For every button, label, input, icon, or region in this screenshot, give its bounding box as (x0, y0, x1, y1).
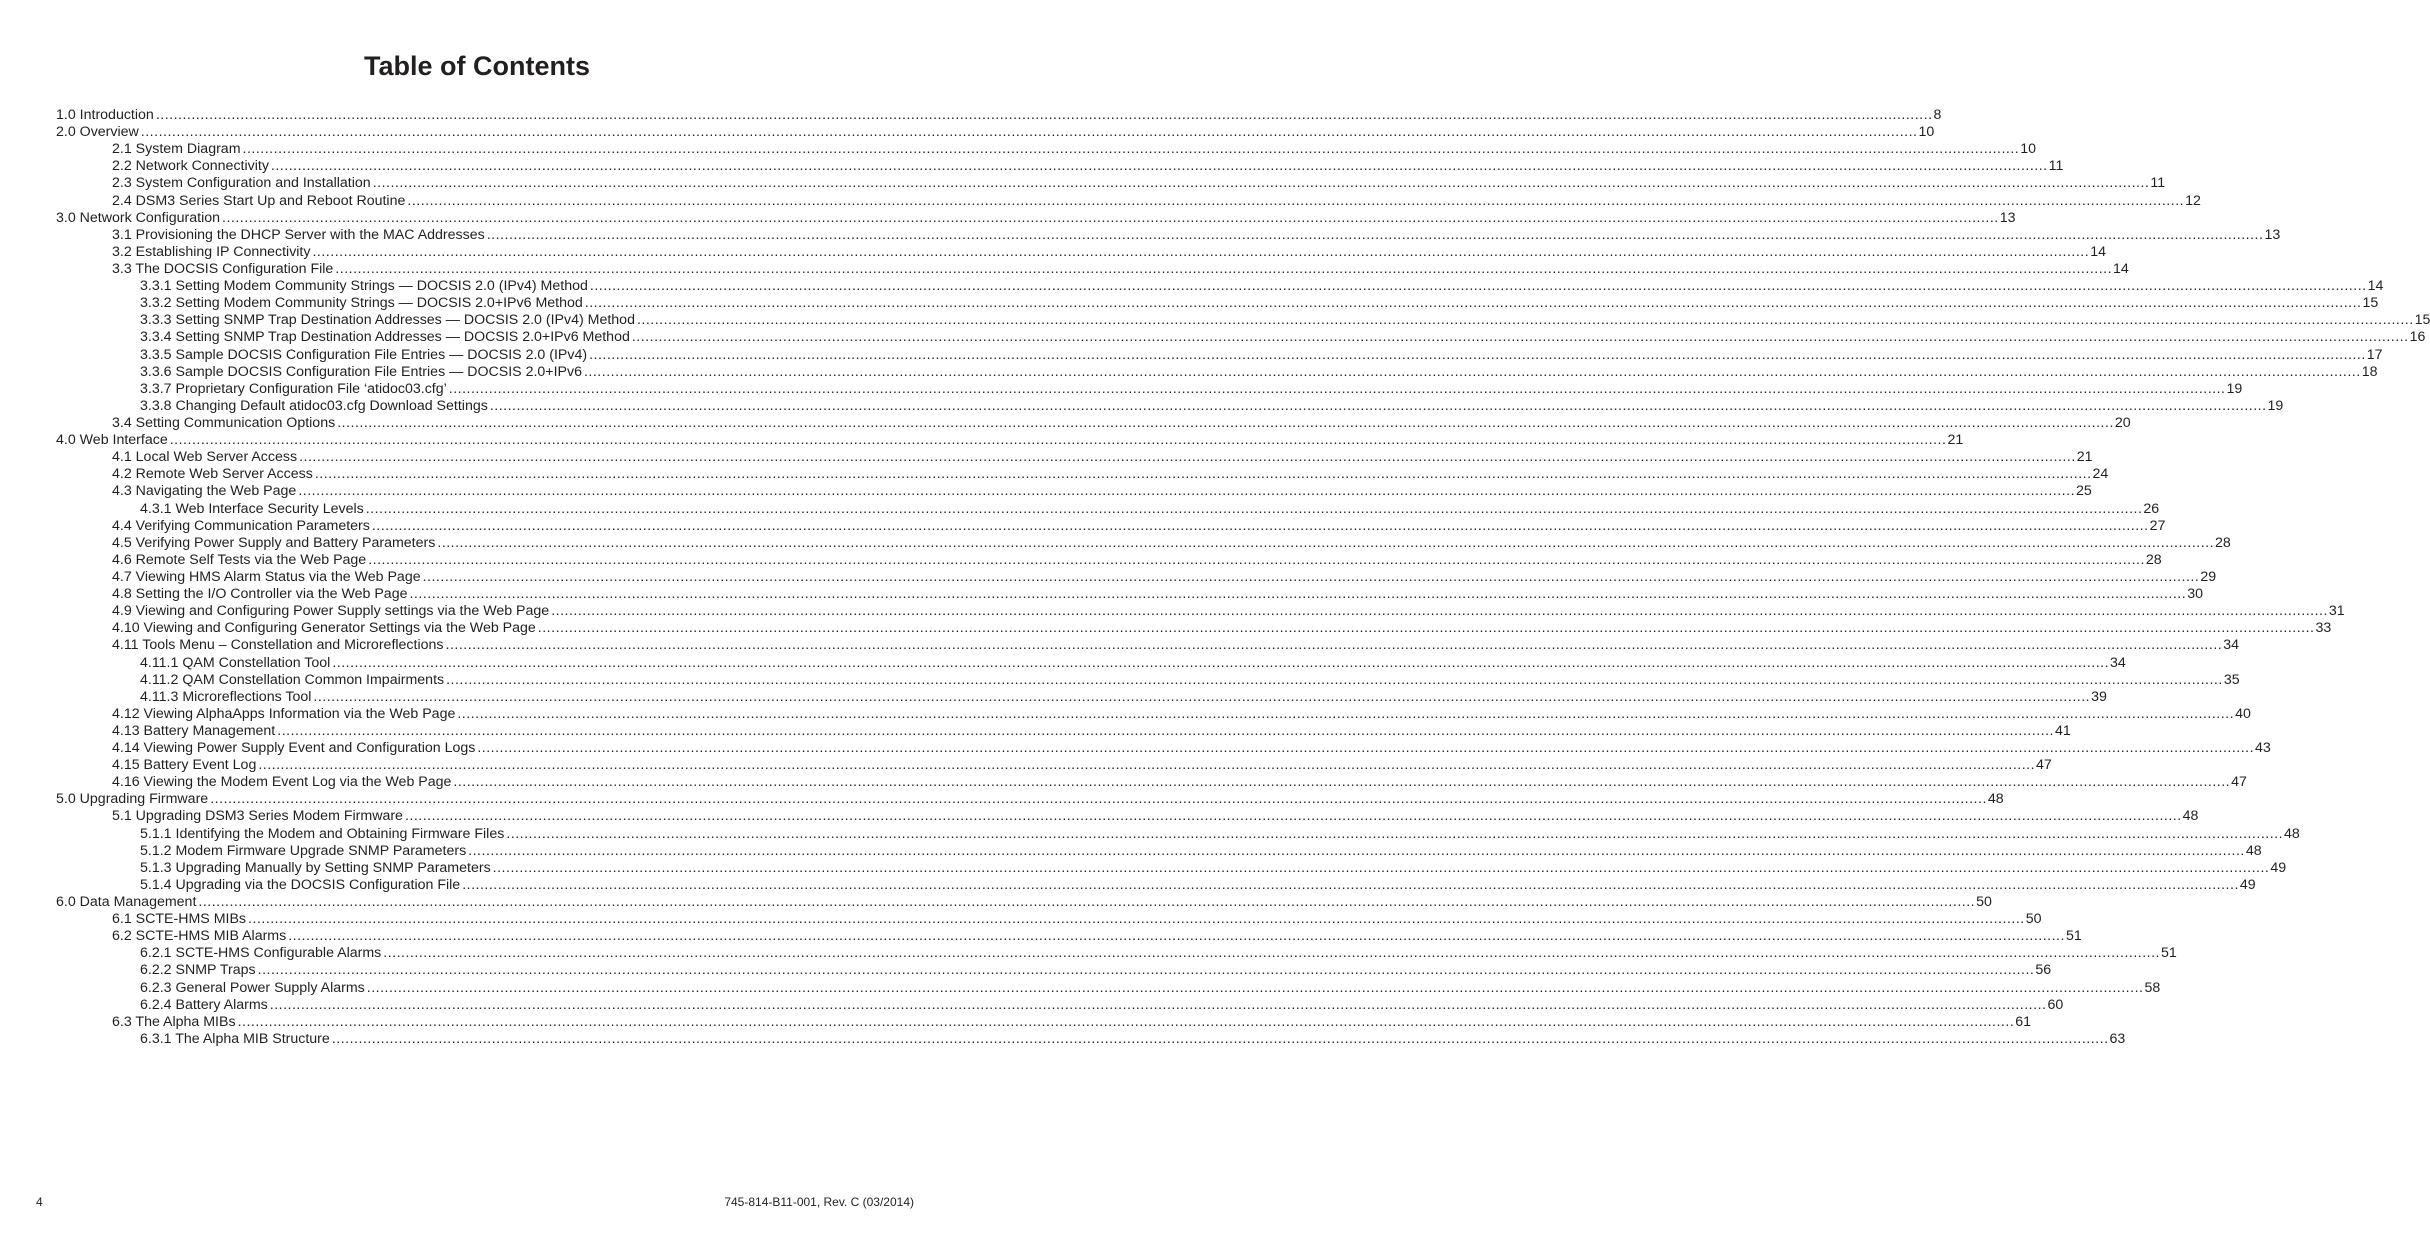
toc-entry-label: 6.2.3 General Power Supply Alarms (140, 979, 365, 996)
toc-entry[interactable] (56, 483, 2092, 500)
toc-dot-leader: ................................................................................................................................................................................................................................................................................................................................................................................................................ (506, 825, 2284, 842)
toc-entry-page: 20 (2114, 414, 2131, 431)
toc-entry[interactable] (56, 141, 2037, 158)
toc-entry[interactable] (56, 911, 2042, 928)
toc-entry-page: 14 (2113, 260, 2129, 277)
toc-entry-page: 13 (1999, 209, 2016, 226)
toc-dot-leader: ................................................................................................................................................................................................................................................................................................................................................................................................................ (288, 928, 2065, 945)
toc-entry-page: 56 (2035, 962, 2052, 979)
toc-entry-label: 3.1 Provisioning the DHCP Server with the MAC Addresses (112, 226, 485, 243)
toc-dot-leader: ................................................................................................................................................................................................................................................................................................................................................................................................................ (169, 432, 1947, 449)
toc-dot-leader: ................................................................................................................................................................................................................................................................................................................................................................................................................ (584, 295, 2362, 312)
toc-entry-page: 51 (2065, 928, 2082, 945)
toc-entry[interactable] (56, 158, 2064, 175)
toc-dot-leader: ................................................................................................................................................................................................................................................................................................................................................................................................................ (462, 876, 2239, 893)
toc-entry[interactable] (56, 432, 1964, 449)
toc-entry[interactable] (56, 705, 2251, 723)
toc-entry-page: 11 (2150, 175, 2166, 192)
toc-entry[interactable] (56, 671, 2240, 689)
toc-entry[interactable] (56, 894, 1992, 911)
toc-entry-label: 6.2.4 Battery Alarms (140, 996, 268, 1013)
toc-entry[interactable] (56, 380, 2243, 398)
toc-entry[interactable] (56, 192, 2201, 210)
toc-entry[interactable] (56, 996, 2064, 1014)
toc-entry-page: 10 (2020, 141, 2037, 158)
toc-entry[interactable] (56, 175, 2166, 192)
toc-dot-leader: ................................................................................................................................................................................................................................................................................................................................................................................................................ (257, 962, 2035, 979)
toc-entry-label: 4.2 Remote Web Server Access (112, 466, 313, 483)
toc-entry[interactable] (56, 757, 2052, 774)
toc-entry-page: 34 (2110, 654, 2126, 671)
toc-entry-page: 30 (2187, 586, 2203, 603)
toc-entry[interactable] (56, 449, 2093, 466)
toc-dot-leader: ................................................................................................................................................................................................................................................................................................................................................................................................................ (298, 483, 2076, 500)
toc-entry-label: 4.12 Viewing AlphaApps Information via the Web Page (112, 705, 456, 722)
toc-entry-page: 51 (2160, 945, 2177, 962)
toc-entry-label: 3.3.2 Setting Modem Community Strings — DOCSIS 2.0+IPv6 Method (140, 295, 583, 312)
toc-entry-page: 48 (2284, 825, 2300, 842)
toc-dot-leader: ................................................................................................................................................................................................................................................................................................................................................................................................................ (453, 774, 2231, 791)
toc-entry-label: 4.11.1 QAM Constellation Tool (140, 654, 331, 671)
toc-dot-leader: ................................................................................................................................................................................................................................................................................................................................................................................................................ (248, 911, 2025, 928)
toc-entry-label: 6.1 SCTE-HMS MIBs (112, 911, 247, 928)
toc-entry-label: 2.3 System Configuration and Installation (112, 175, 371, 192)
toc-dot-leader: ................................................................................................................................................................................................................................................................................................................................................................................................................ (437, 534, 2215, 551)
toc-entry-label: 3.3.3 Setting SNMP Trap Destination Addresses — DOCSIS 2.0 (IPv4) Method (140, 312, 635, 329)
toc-entry[interactable] (56, 500, 2160, 518)
toc-entry-label: 4.14 Viewing Power Supply Event and Configuration Logs (112, 740, 476, 757)
toc-entry-page: 14 (2090, 243, 2106, 260)
toc-entry[interactable] (56, 363, 2378, 381)
toc-entry-label: 5.1 Upgrading DSM3 Series Modem Firmware (112, 808, 403, 825)
toc-dot-leader: ................................................................................................................................................................................................................................................................................................................................................................................................................ (337, 414, 2114, 431)
toc-entry-page: 29 (2200, 568, 2217, 585)
toc-dot-leader: ................................................................................................................................................................................................................................................................................................................................................................................................................ (589, 278, 2367, 295)
toc-entry[interactable] (56, 1030, 2126, 1048)
toc-entry[interactable] (56, 603, 2345, 620)
toc-entry[interactable] (56, 329, 2426, 346)
toc-entry-page: 24 (2092, 466, 2109, 483)
toc-dot-leader: ................................................................................................................................................................................................................................................................................................................................................................................................................ (242, 141, 2020, 158)
toc-entry-label: 5.1.1 Identifying the Modem and Obtaining Firmware Files (140, 825, 505, 842)
toc-dot-leader: ................................................................................................................................................................................................................................................................................................................................................................................................................ (537, 620, 2315, 637)
toc-dot-leader: ................................................................................................................................................................................................................................................................................................................................................................................................................ (589, 346, 2366, 363)
toc-entry-page: 60 (2047, 996, 2064, 1013)
page-title: Table of Contents (364, 51, 590, 81)
toc-entry-page: 27 (2149, 517, 2166, 534)
toc-entry-label: 4.0 Web Interface (56, 432, 168, 449)
toc-dot-leader: ................................................................................................................................................................................................................................................................................................................................................................................................................ (445, 637, 2223, 654)
toc-entry[interactable] (56, 243, 2106, 261)
toc-entry-page: 47 (2036, 757, 2052, 774)
toc-entry-label: 4.11 Tools Menu – Constellation and Microreflections (112, 637, 444, 654)
toc-entry-page: 63 (2109, 1030, 2126, 1047)
toc-entry[interactable] (56, 842, 2262, 860)
toc-entry-page: 18 (2361, 363, 2378, 380)
toc-entry-label: 6.2 SCTE-HMS MIB Alarms (112, 928, 287, 945)
toc-entry-label: 4.13 Battery Management (112, 722, 276, 739)
toc-dot-leader: ................................................................................................................................................................................................................................................................................................................................................................................................................ (492, 859, 2270, 876)
toc-entry[interactable] (56, 637, 2239, 654)
toc-dot-leader: ................................................................................................................................................................................................................................................................................................................................................................................................................ (409, 586, 2187, 603)
toc-dot-leader: ................................................................................................................................................................................................................................................................................................................................................................................................................ (407, 192, 2185, 209)
toc-entry-label: 6.2.1 SCTE-HMS Configurable Alarms (140, 945, 382, 962)
toc-entry-label: 2.1 System Diagram (112, 141, 241, 158)
toc-entry[interactable] (56, 278, 2384, 295)
toc-dot-leader: ................................................................................................................................................................................................................................................................................................................................................................................................................ (468, 842, 2245, 859)
toc-entry-label: 2.0 Overview (56, 124, 139, 141)
toc-entry-page: 48 (1987, 791, 2004, 808)
toc-entry-page: 14 (2367, 278, 2384, 295)
toc-entry-label: 1.0 Introduction (56, 107, 154, 123)
toc-entry[interactable] (56, 586, 2203, 603)
toc-entry-page: 19 (2267, 397, 2284, 414)
toc-dot-leader: ................................................................................................................................................................................................................................................................................................................................................................................................................ (155, 107, 1933, 123)
toc-dot-leader: ................................................................................................................................................................................................................................................................................................................................................................................................................ (422, 568, 2200, 585)
toc-entry-page: 25 (2076, 483, 2092, 500)
toc-entry-page: 50 (1976, 894, 1992, 911)
toc-entry-page: 49 (2270, 859, 2287, 876)
toc-dot-leader: ................................................................................................................................................................................................................................................................................................................................................................................................................ (448, 380, 2226, 397)
toc-entry-label: 4.16 Viewing the Modem Event Log via the Web Page (112, 774, 452, 791)
toc-entry[interactable] (56, 124, 1935, 141)
toc-entry[interactable] (56, 209, 2016, 227)
footer-document-id: 745-814-B11-001, Rev. C (03/2014) (724, 1195, 914, 1209)
toc-entry-label: 3.3.5 Sample DOCSIS Configuration File Entries — DOCSIS 2.0 (IPv4) (140, 346, 588, 363)
toc-entry-label: 4.15 Battery Event Log (112, 757, 257, 774)
toc-entry-page: 41 (2054, 722, 2071, 739)
toc-dot-leader: ................................................................................................................................................................................................................................................................................................................................................................................................................ (331, 1030, 2109, 1047)
toc-dot-leader: ................................................................................................................................................................................................................................................................................................................................................................................................................ (313, 688, 2091, 705)
toc-entry-page: 16 (2409, 329, 2426, 346)
toc-entry-label: 4.11.2 QAM Constellation Common Impairments (140, 671, 445, 688)
toc-entry-label: 4.10 Viewing and Configuring Generator Settings via the Web Page (112, 620, 536, 637)
toc-dot-leader: ................................................................................................................................................................................................................................................................................................................................................................................................................ (210, 791, 1987, 808)
toc-entry-page: 33 (2315, 620, 2332, 637)
toc-entry-label: 6.3 The Alpha MIBs (112, 1013, 236, 1030)
toc-entry-label: 2.2 Network Connectivity (112, 158, 269, 175)
toc-entry[interactable] (56, 945, 2177, 962)
toc-entry[interactable] (56, 859, 2287, 877)
toc-entry[interactable] (56, 654, 2126, 672)
toc-entry[interactable] (56, 928, 2082, 945)
toc-entry-label: 4.8 Setting the I/O Controller via the Web Page (112, 586, 408, 603)
toc-entry-label: 4.9 Viewing and Configuring Power Supply settings via the Web Page (112, 603, 550, 620)
toc-entry-label: 6.3.1 The Alpha MIB Structure (140, 1030, 330, 1047)
toc-entry[interactable] (56, 295, 2379, 312)
toc-entry[interactable] (56, 962, 2052, 979)
toc-entry[interactable] (56, 517, 2166, 535)
toc-entry[interactable] (56, 620, 2332, 637)
toc-dot-leader: ................................................................................................................................................................................................................................................................................................................................................................................................................ (237, 1013, 2015, 1030)
toc-entry-page: 8 (1933, 107, 1942, 123)
toc-entry-page: 39 (2091, 688, 2107, 705)
toc-entry-label: 4.3.1 Web Interface Security Levels (140, 500, 364, 517)
toc-entry-page: 28 (2215, 534, 2231, 551)
toc-entry-label: 4.1 Local Web Server Access (112, 449, 298, 466)
toc-entry-page: 12 (2185, 192, 2201, 209)
toc-entry-label: 3.3.6 Sample DOCSIS Configuration File Entries — DOCSIS 2.0+IPv6 (140, 363, 582, 380)
toc-dot-leader: ................................................................................................................................................................................................................................................................................................................................................................................................................ (486, 226, 2264, 243)
toc-entry-label: 6.2.2 SNMP Traps (140, 962, 256, 979)
toc-entry[interactable] (56, 226, 2281, 244)
toc-dot-leader: ................................................................................................................................................................................................................................................................................................................................................................................................................ (372, 175, 2150, 192)
toc-entry[interactable] (56, 534, 2231, 552)
toc-dot-leader: ................................................................................................................................................................................................................................................................................................................................................................................................................ (368, 551, 2145, 568)
toc-entry-label: 5.0 Upgrading Firmware (56, 791, 209, 808)
toc-entry[interactable] (56, 466, 2109, 483)
footer-page-number: 4 (36, 1195, 43, 1209)
toc-entry-page: 40 (2235, 705, 2251, 722)
toc-entry-label: 3.2 Establishing IP Connectivity (112, 243, 311, 260)
toc-dot-leader: ................................................................................................................................................................................................................................................................................................................................................................................................................ (332, 654, 2110, 671)
toc-entry[interactable] (56, 346, 2383, 364)
toc-entry[interactable] (56, 876, 2256, 894)
toc-dot-leader: ................................................................................................................................................................................................................................................................................................................................................................................................................ (631, 329, 2409, 346)
toc-dot-leader: ................................................................................................................................................................................................................................................................................................................................................................................................................ (366, 979, 2144, 996)
toc-entry-label: 3.4 Setting Communication Options (112, 414, 336, 431)
toc-entry-page: 21 (1947, 432, 1964, 449)
toc-dot-leader: ................................................................................................................................................................................................................................................................................................................................................................................................................ (446, 671, 2223, 688)
toc-entry[interactable] (56, 688, 2107, 706)
toc-entry-page: 11 (2048, 158, 2064, 175)
toc-entry-page: 58 (2144, 979, 2161, 996)
toc-entry-page: 26 (2143, 500, 2160, 517)
toc-entry[interactable] (56, 979, 2161, 997)
toc-entry[interactable] (56, 414, 2131, 432)
toc-entry[interactable] (56, 808, 2199, 825)
toc-entry-label: 5.1.4 Upgrading via the DOCSIS Configuration File (140, 876, 461, 893)
toc-entry-page: 43 (2255, 740, 2271, 757)
toc-dot-leader: ................................................................................................................................................................................................................................................................................................................................................................................................................ (314, 466, 2092, 483)
toc-entry-page: 35 (2223, 671, 2240, 688)
toc-dot-leader: ................................................................................................................................................................................................................................................................................................................................................................................................................ (404, 808, 2182, 825)
toc-entry[interactable] (56, 397, 2284, 415)
toc-dot-leader: ................................................................................................................................................................................................................................................................................................................................................................................................................ (312, 243, 2090, 260)
toc-entry-page: 10 (1918, 124, 1935, 141)
toc-entry-label: 4.11.3 Microreflections Tool (140, 688, 312, 705)
toc-entry-page: 61 (2015, 1013, 2032, 1030)
toc-dot-leader: ................................................................................................................................................................................................................................................................................................................................................................................................................ (270, 158, 2048, 175)
toc-entry[interactable] (56, 260, 2129, 278)
toc-entry-page: 48 (2182, 808, 2199, 825)
toc-entry-label: 4.4 Verifying Communication Parameters (112, 517, 370, 534)
toc-entry-label: 3.3.4 Setting SNMP Trap Destination Addresses — DOCSIS 2.0+IPv6 Method (140, 329, 630, 346)
toc-entry[interactable] (56, 107, 1942, 124)
toc-dot-leader: ................................................................................................................................................................................................................................................................................................................................................................................................................ (222, 209, 1999, 226)
toc-entry-label: 4.5 Verifying Power Supply and Battery Parameters (112, 534, 436, 551)
toc-entry-page: 28 (2145, 551, 2162, 568)
toc-dot-leader: ................................................................................................................................................................................................................................................................................................................................................................................................................ (365, 500, 2143, 517)
toc-dot-leader: ................................................................................................................................................................................................................................................................................................................................................................................................................ (371, 517, 2149, 534)
toc-dot-leader: ................................................................................................................................................................................................................................................................................................................................................................................................................ (636, 312, 2414, 329)
toc-dot-leader: ................................................................................................................................................................................................................................................................................................................................................................................................................ (198, 894, 1976, 911)
toc-entry-page: 15 (2362, 295, 2379, 312)
toc-entry-page: 47 (2231, 774, 2247, 791)
toc-entry-page: 13 (2264, 226, 2281, 243)
toc-entry-label: 5.1.3 Upgrading Manually by Setting SNMP Parameters (140, 859, 491, 876)
toc-entry[interactable] (56, 1013, 2032, 1031)
toc-dot-leader: ................................................................................................................................................................................................................................................................................................................................................................................................................ (269, 996, 2047, 1013)
toc-dot-leader: ................................................................................................................................................................................................................................................................................................................................................................................................................ (457, 705, 2235, 722)
toc-entry-label: 3.3 The DOCSIS Configuration File (112, 260, 334, 277)
toc-entry-page: 34 (2223, 637, 2239, 654)
toc-entry[interactable] (56, 791, 2004, 808)
toc-entry-label: 3.3.1 Setting Modem Community Strings — DOCSIS 2.0 (IPv4) Method (140, 278, 588, 295)
toc-entry-page: 48 (2245, 842, 2262, 859)
toc-entry[interactable] (56, 722, 2071, 740)
toc-dot-leader: ................................................................................................................................................................................................................................................................................................................................................................................................................ (477, 740, 2255, 757)
toc-entry-label: 3.0 Network Configuration (56, 209, 221, 226)
toc-dot-leader: ................................................................................................................................................................................................................................................................................................................................................................................................................ (583, 363, 2361, 380)
toc-entry-page: 49 (2239, 876, 2256, 893)
toc-entry-label: 6.0 Data Management (56, 894, 197, 911)
toc-entry-page: 17 (2366, 346, 2383, 363)
toc-entry-label: 4.7 Viewing HMS Alarm Status via the Web Page (112, 568, 421, 585)
toc-dot-leader: ................................................................................................................................................................................................................................................................................................................................................................................................................ (383, 945, 2160, 962)
toc-entry-label: 4.3 Navigating the Web Page (112, 483, 297, 500)
toc-entry-label: 3.3.8 Changing Default atidoc03.cfg Download Settings (140, 397, 488, 414)
toc-entry-page: 31 (2328, 603, 2345, 620)
toc-entry[interactable] (56, 568, 2217, 586)
toc-dot-leader: ................................................................................................................................................................................................................................................................................................................................................................................................................ (277, 722, 2054, 739)
toc-entry[interactable] (56, 312, 2430, 329)
toc-entry-label: 3.3.7 Proprietary Configuration File ‘atidoc03.cfg’ (140, 380, 447, 397)
toc-dot-leader: ................................................................................................................................................................................................................................................................................................................................................................................................................ (335, 260, 2113, 277)
toc-entry-page: 21 (2076, 449, 2093, 466)
toc-dot-leader: ................................................................................................................................................................................................................................................................................................................................................................................................................ (489, 397, 2267, 414)
toc-entry[interactable] (56, 825, 2300, 843)
toc-entry-label: 2.4 DSM3 Series Start Up and Reboot Routine (112, 192, 406, 209)
toc-entry-label: 4.6 Remote Self Tests via the Web Page (112, 551, 367, 568)
toc-dot-leader: ................................................................................................................................................................................................................................................................................................................................................................................................................ (258, 757, 2036, 774)
toc-entry[interactable] (56, 774, 2247, 791)
toc-dot-leader: ................................................................................................................................................................................................................................................................................................................................................................................................................ (299, 449, 2076, 466)
toc-entry[interactable] (56, 740, 2271, 757)
toc-entry[interactable] (56, 551, 2162, 569)
toc-entry-label: 5.1.2 Modem Firmware Upgrade SNMP Parameters (140, 842, 467, 859)
toc-entry-page: 19 (2226, 380, 2243, 397)
toc-entry-page: 15 (2414, 312, 2430, 329)
toc-entry-page: 50 (2025, 911, 2042, 928)
table-of-contents (56, 107, 2430, 1048)
toc-dot-leader: ................................................................................................................................................................................................................................................................................................................................................................................................................ (140, 124, 1918, 141)
toc-dot-leader: ................................................................................................................................................................................................................................................................................................................................................................................................................ (551, 603, 2328, 620)
